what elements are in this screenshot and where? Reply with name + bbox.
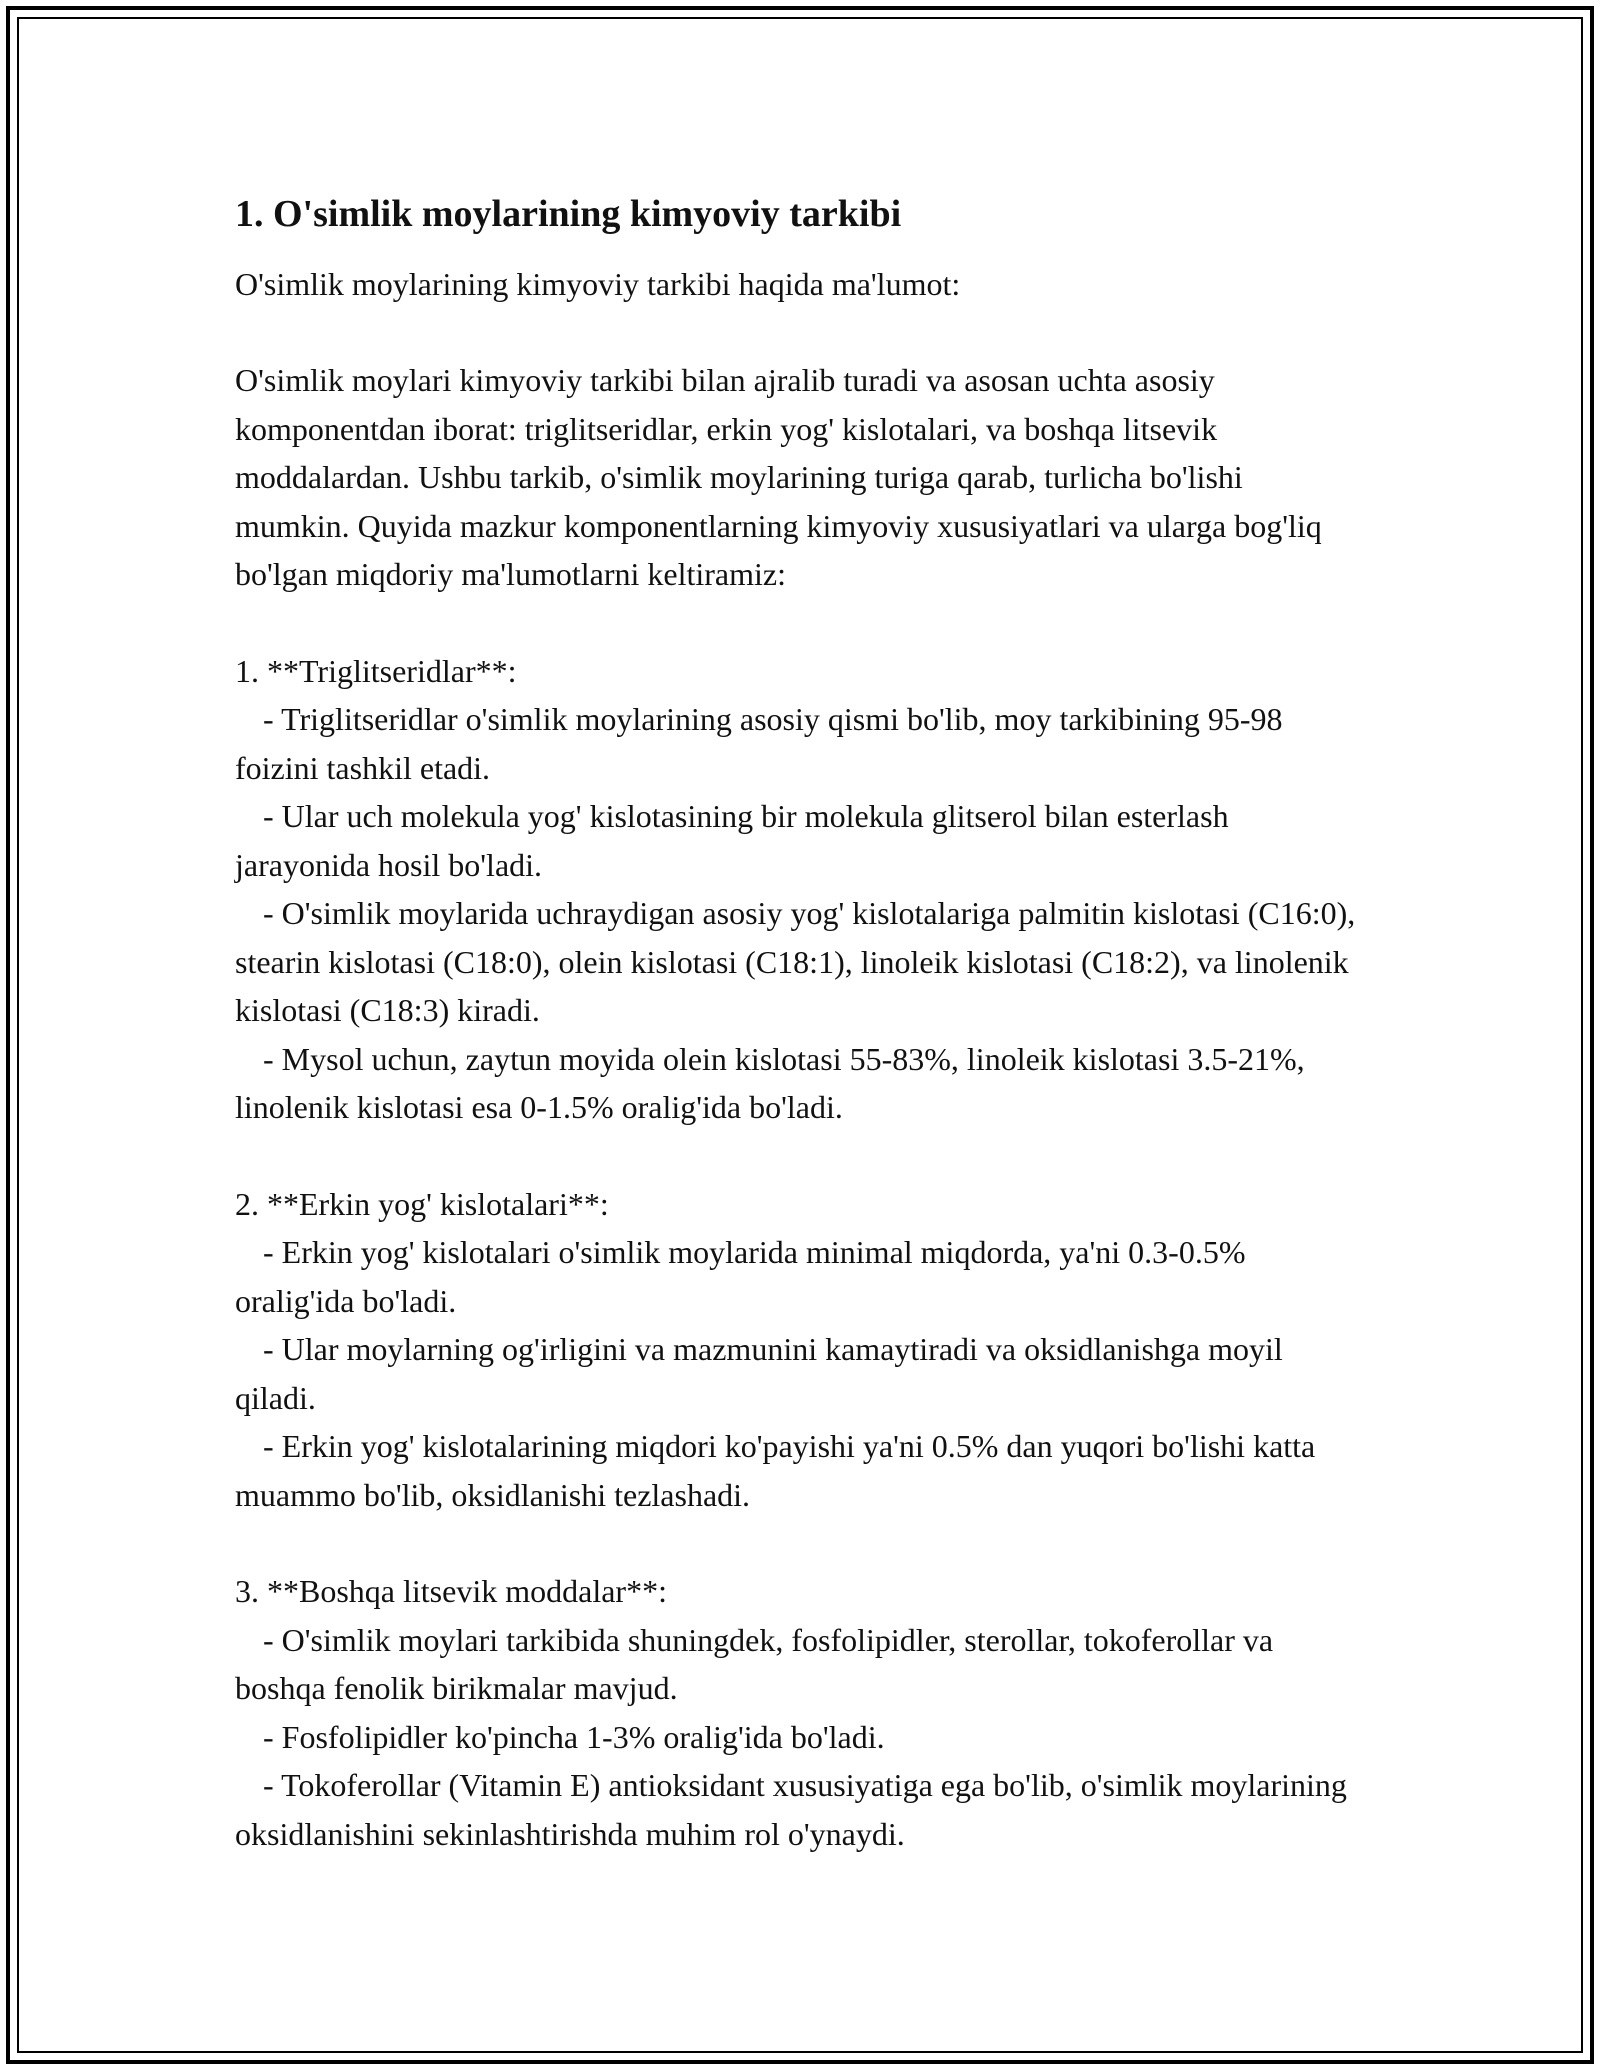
intro-paragraph: O'simlik moylari kimyoviy tarkibi bilan ajralib turadi va asosan uchta asosiy komponentdan iborat: triglitseridlar, erkin yog' kislotalari, va boshqa litsevik moddalardan. Ushbu tarkib, o'simlik moylarining turiga qarab, turlicha bo'lishi mumkin. Quyida mazkur komponentlarning kimyoviy xususiyatlari va ularga bog'liq bo'lgan miqdoriy ma'lumotlarni keltiramiz:	[235, 362, 1322, 592]
document-title: 1. O'simlik moylarining kimyoviy tarkibi	[235, 193, 902, 235]
list-item: - Mysol uchun, zaytun moyida olein kislotasi 55-83%, linoleik kislotasi 3.5-21%, linolenik kislotasi esa 0-1.5% oralig'ida bo'ladi.	[235, 1040, 1305, 1125]
list-item: - Triglitseridlar o'simlik moylarining asosiy qismi bo'lib, moy tarkibining 95-98 foizini tashkil etadi.	[235, 701, 1283, 786]
intro-line: O'simlik moylarining kimyoviy tarkibi haqida ma'lumot:	[235, 266, 961, 302]
list-item: - O'simlik moylari tarkibida shuningdek, fosfolipidler, sterollar, tokoferollar va boshqa fenolik birikmalar mavjud.	[235, 1621, 1274, 1706]
list-item: - Erkin yog' kislotalarining miqdori ko'payishi ya'ni 0.5% dan yuqori bo'lishi katta muammo bo'lib, oksidlanishi tezlashadi.	[235, 1428, 1316, 1513]
list-item: - Ular uch molekula yog' kislotasining bir molekula glitserol bilan esterlash jarayonida hosil bo'ladi.	[235, 798, 1229, 883]
section-heading: 2. **Erkin yog' kislotalari**:	[235, 1185, 609, 1222]
section-other-substances	[235, 1567, 1365, 1858]
section-triglycerides	[235, 647, 1365, 1132]
section-free-fatty-acids	[235, 1180, 1365, 1520]
document-body	[235, 188, 1365, 1858]
list-item: - Fosfolipidler ko'pincha 1-3% oralig'ida bo'ladi.	[263, 1718, 885, 1755]
list-item: - Tokoferollar (Vitamin E) antioksidant xususiyatiga ega bo'lib, o'simlik moylarining oksidlanishini sekinlashtirishda muhim rol o'ynaydi.	[235, 1767, 1347, 1852]
section-heading: 1. **Triglitseridlar**:	[235, 652, 517, 689]
list-item: - Ular moylarning og'irligini va mazmunini kamaytiradi va oksidlanishga moyil qiladi.	[235, 1331, 1283, 1416]
list-item: - Erkin yog' kislotalari o'simlik moylarida minimal miqdorda, ya'ni 0.3-0.5% oralig'ida bo'ladi.	[235, 1234, 1246, 1319]
list-item: - O'simlik moylarida uchraydigan asosiy yog' kislotalariga palmitin kislotasi (C16:0), stearin kislotasi (C18:0), olein kislotasi (C18:1), linoleik kislotasi (C18:2), va linolenik kislotasi (C18:3) kiradi.	[235, 895, 1356, 1028]
section-heading: 3. **Boshqa litsevik moddalar**:	[235, 1573, 667, 1609]
